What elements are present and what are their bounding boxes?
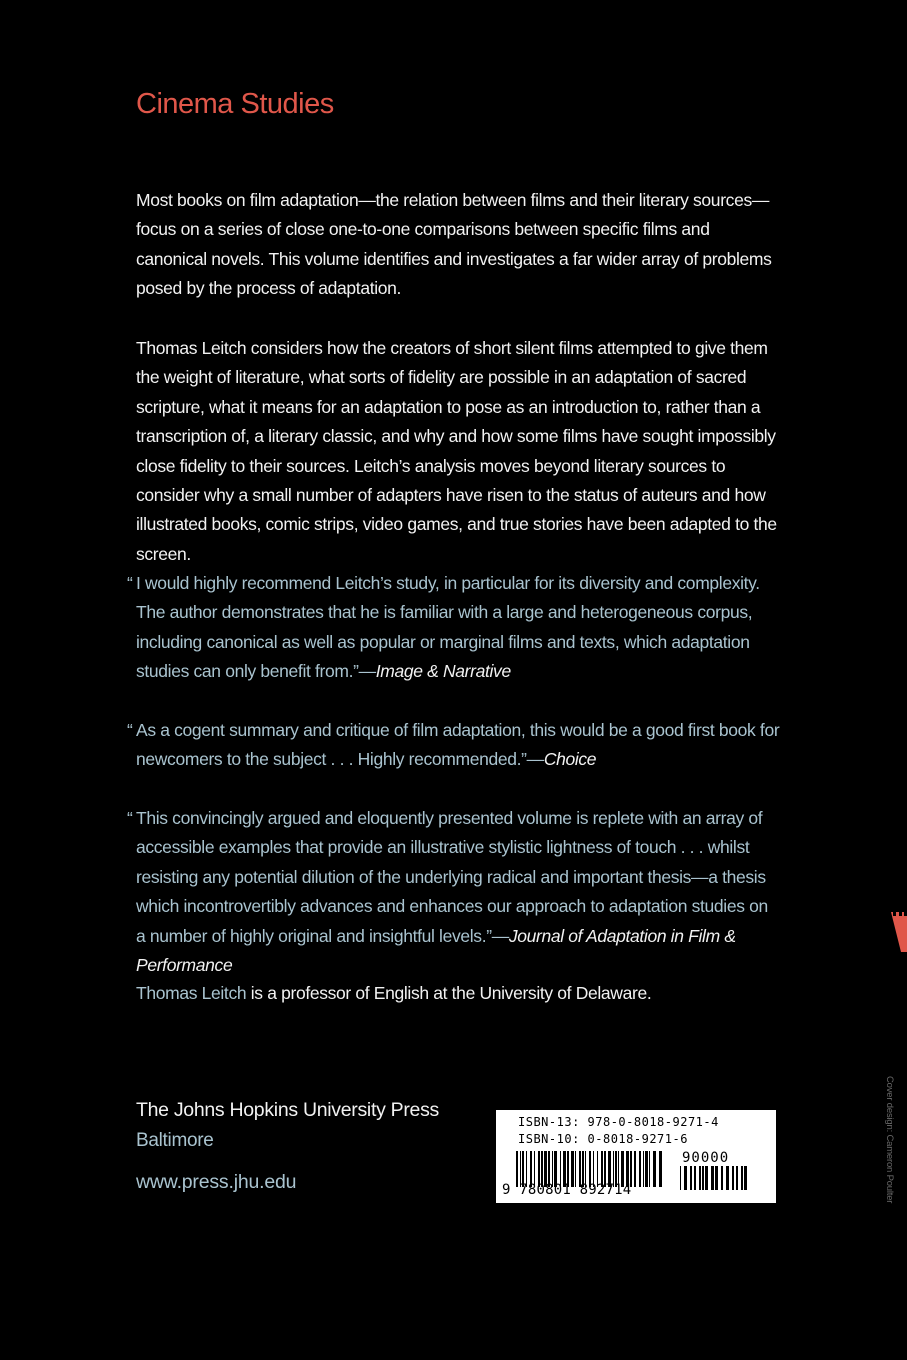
barcode-bar <box>741 1166 743 1190</box>
barcode-bar <box>659 1151 662 1187</box>
open-quote-mark: “ <box>127 720 133 740</box>
review-text: This convincingly argued and eloquently presented volume is replete with an array of accessible examples that provide an illustrative stylistic lightness of touch . . . whilst resisting any potential dilution of the underlying radical and important thesis—a thesis which incontrovertibly advances and enhances our approach to adaptation studies on a number of highly original and insightful levels.”— <box>136 808 768 946</box>
review-quote-2 <box>127 716 781 775</box>
barcode-bar <box>715 1166 718 1190</box>
category-heading: Cinema Studies <box>136 88 334 120</box>
publisher-url[interactable]: www.press.jhu.edu <box>136 1171 297 1193</box>
barcode-bar <box>736 1166 738 1190</box>
barcode-bar <box>699 1166 701 1190</box>
author-bio-text: is a professor of English at the University of Delaware. <box>246 983 652 1003</box>
review-quote-1 <box>127 569 781 687</box>
ean-digits: 9 780801 892714 <box>502 1182 632 1198</box>
barcode-bar <box>711 1166 714 1190</box>
isbn-13-line: ISBN-13: 978-0-8018-9271-4 <box>518 1115 719 1129</box>
barcode-bar <box>726 1166 729 1190</box>
price-addon-digits: 90000 <box>682 1150 730 1166</box>
barcode-bar <box>643 1151 644 1187</box>
review-source: Choice <box>543 749 597 770</box>
barcode-bar <box>702 1166 704 1190</box>
publisher-city: Baltimore <box>136 1130 214 1151</box>
film-strip-logo-icon <box>891 912 907 952</box>
review-text: I would highly recommend Leitch’s study, in particular for its diversity and complexity. The author demonstrates that he is familiar with a large and heterogeneous corpus, including canonical as well as popular or marginal films and texts, which adaptation studies can only benefit from.”— <box>136 573 760 682</box>
publisher-name: The Johns Hopkins University Press <box>136 1099 440 1121</box>
cover-design-credit: Cover design: Cameron Poulter <box>884 1076 895 1204</box>
description-paragraph-2: Thomas Leitch considers how the creators of short silent films attempted to give them the weight of literature, what sorts of fidelity are possible in an adaptation of sacred scripture, what it means for an adaptation to pose as an introduction to, rather than a transcription of, a literary classic, and why and how some films have sought impossibly close fidelity to their sources. Leitch’s analysis moves beyond literary sources to consider why a small number of adapters have risen to the status of auteurs and how illustrated books, comic strips, video games, and true stories have been adapted to the screen. <box>136 338 777 564</box>
review-text: As a cogent summary and critique of film adaptation, this would be a good first book for newcomers to the subject . . . Highly recommended.”— <box>136 720 780 770</box>
barcode-bar <box>680 1166 681 1190</box>
isbn-barcode <box>496 1110 776 1203</box>
barcode-bar <box>649 1151 650 1187</box>
barcode-bar <box>694 1166 696 1190</box>
barcode-bar <box>744 1166 747 1190</box>
barcode-bar <box>705 1166 708 1190</box>
barcode-bar <box>634 1151 636 1187</box>
barcode-bar <box>721 1166 723 1190</box>
description-paragraph-1: Most books on film adaptation—the relation between films and their literary sources—focus on a series of close one-to-one comparisons between specific films and canonical novels. This volume identifies and investigates a far wider array of problems posed by the process of adaptation. <box>136 190 772 299</box>
barcode-bar <box>653 1151 656 1187</box>
barcode-bar <box>645 1151 648 1187</box>
barcode-bar <box>684 1166 687 1190</box>
open-quote-mark: “ <box>127 573 133 593</box>
review-source: Image & Narrative <box>375 661 511 682</box>
barcode-bar <box>639 1151 641 1187</box>
review-quote-3 <box>127 804 781 980</box>
author-name: Thomas Leitch <box>136 983 247 1003</box>
isbn-10-line: ISBN-10: 0-8018-9271-6 <box>518 1132 688 1146</box>
barcode-bar <box>732 1166 734 1190</box>
author-bio <box>136 983 651 1004</box>
review-source: Journal of Adaptation in Film & Performance <box>136 925 736 976</box>
open-quote-mark: “ <box>127 808 133 828</box>
barcode-bar <box>690 1166 692 1190</box>
